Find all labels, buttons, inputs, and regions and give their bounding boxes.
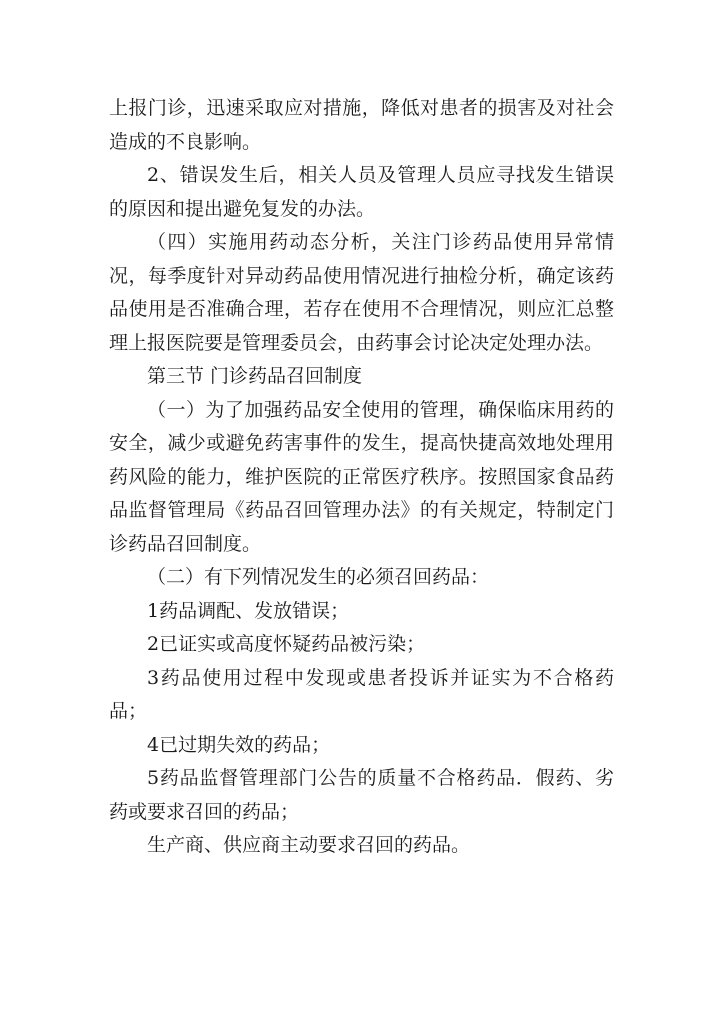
list-item: 2已证实或高度怀疑药品被污染；: [147, 633, 426, 655]
paragraph-dynamic-analysis: （四）实施用药动态分析，关注门诊药品使用异常情况，每季度针对异动药品使用情况进行抽检分析，确定该药品使用是否准确合理，若存在使用不合理情况，则应汇总整理上报医院要是管理委员会，由药事会讨论决定处理办法。: [109, 231, 614, 354]
paragraph-continuation: 上报门诊，迅速采取应对措施，降低对患者的损害及对社会造成的不良影响。: [109, 97, 614, 153]
paragraph-error-handling: 2、错误发生后，相关人员及管理人员应寻找发生错误的原因和提出避免复发的办法。: [109, 164, 614, 220]
list-item: 3药品使用过程中发现或患者投诉并证实为不合格药品；: [109, 666, 614, 722]
list-item: 4已过期失效的药品；: [147, 733, 331, 756]
list-item: 1药品调配、发放错误；: [147, 599, 350, 622]
paragraph-recall-purpose: （一）为了加强药品安全使用的管理，确保临床用药的安全，减少或避免药害事件的发生，提高快捷高效地处理用药风险的能力，维护医院的正常医疗秩序。按照国家食品药品监督管理局《药品召回管理办法》的有关规定，特制定门诊药品召回制度。: [109, 398, 614, 555]
section-heading: 第三节 门诊药品召回制度: [147, 365, 363, 387]
list-item: 生产商、供应商主动要求召回的药品。: [147, 834, 471, 856]
list-item: 5药品监督管理部门公告的质量不合格药品．假药、劣药或要求召回的药品；: [109, 767, 614, 823]
paragraph-recall-conditions: （二）有下列情况发生的必须召回药品：: [147, 566, 490, 588]
document-body: [109, 92, 614, 863]
